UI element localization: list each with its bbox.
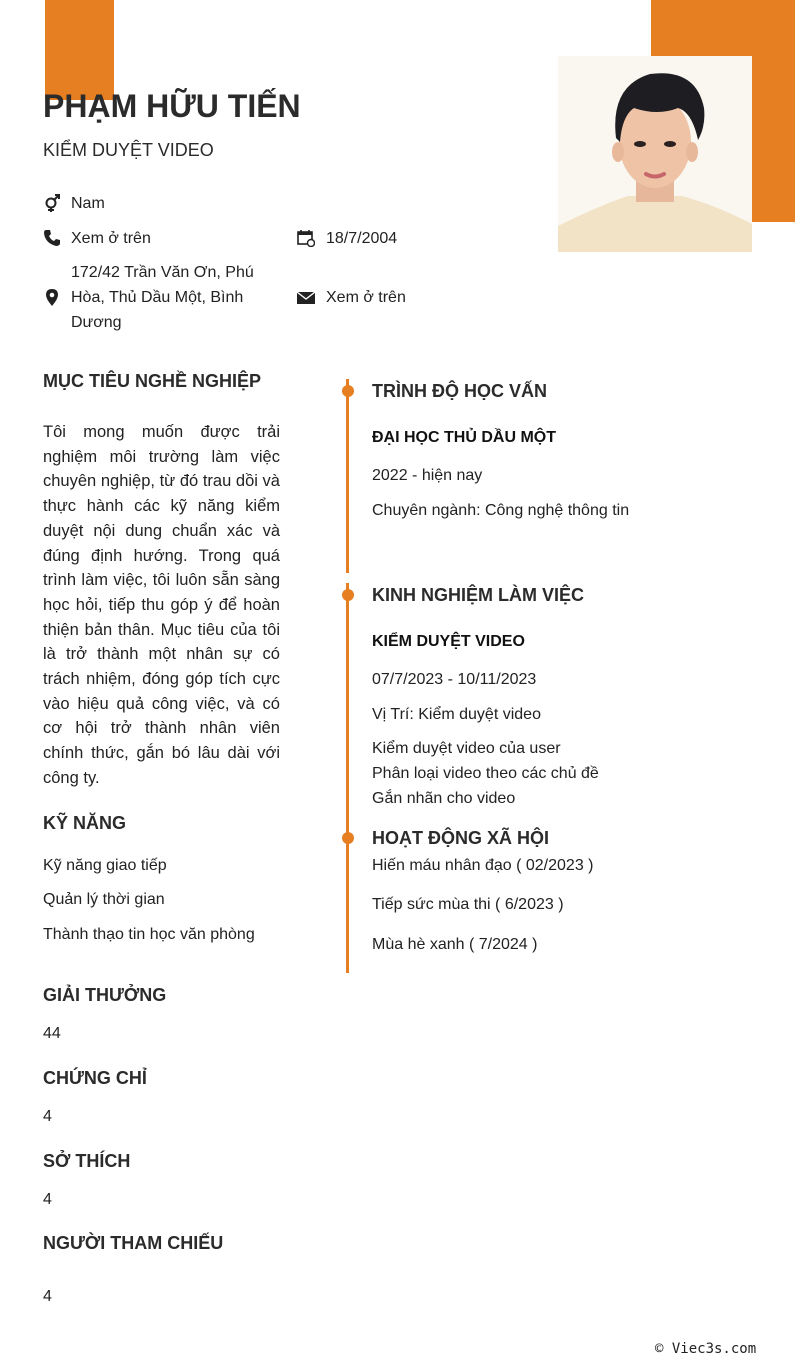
experience-job-title: KIỂM DUYỆT VIDEO xyxy=(372,633,525,650)
education-school: ĐẠI HỌC THỦ DẦU MỘT xyxy=(372,429,556,446)
footer-copyright: © Viec3s.com xyxy=(655,1341,757,1357)
candidate-role: KIỂM DUYỆT VIDEO xyxy=(43,140,214,160)
experience-period: 07/7/2023 - 10/11/2023 xyxy=(372,671,537,688)
candidate-name: PHẠM HỮU TIẾN xyxy=(43,88,301,124)
certificates-value: 4 xyxy=(43,1108,52,1125)
experience-task: Phân loại video theo các chủ đề xyxy=(372,765,599,782)
hobbies-value: 4 xyxy=(43,1191,52,1208)
experience-title: KINH NGHIỆM LÀM VIỆC xyxy=(372,585,585,605)
phone-value: Xem ở trên xyxy=(71,230,151,247)
skill-item: Kỹ năng giao tiếp xyxy=(43,857,167,874)
activity-item: Hiến máu nhân đạo ( 02/2023 ) xyxy=(372,857,594,874)
calendar-icon xyxy=(297,229,315,252)
gender-value: Nam xyxy=(71,195,105,212)
timeline-dot xyxy=(342,385,354,397)
experience-task: Kiểm duyệt video của user xyxy=(372,740,561,757)
timeline-line-experience xyxy=(346,583,349,973)
gender-icon xyxy=(43,194,61,217)
education-title: TRÌNH ĐỘ HỌC VẤN xyxy=(372,381,547,401)
phone-icon xyxy=(43,229,61,252)
timeline-line-education xyxy=(346,379,349,573)
experience-task: Gắn nhãn cho video xyxy=(372,790,516,807)
experience-position: Vị Trí: Kiểm duyệt video xyxy=(372,706,541,723)
skill-item: Quản lý thời gian xyxy=(43,891,165,908)
awards-title: GIẢI THƯỞNG xyxy=(43,985,167,1005)
accent-block-left xyxy=(45,0,114,100)
profile-photo xyxy=(558,56,752,252)
email-value: Xem ở trên xyxy=(326,289,406,306)
location-pin-icon xyxy=(43,288,61,311)
profile-photo-illustration xyxy=(558,56,752,252)
activity-item: Mùa hè xanh ( 7/2024 ) xyxy=(372,936,538,953)
education-major: Chuyên ngành: Công nghệ thông tin xyxy=(372,502,630,519)
education-period: 2022 - hiện nay xyxy=(372,467,483,484)
objective-text: Tôi mong muốn được trải nghiệm môi trường làm việc chuyên nghiệp, từ đó trau dồi và thực hành các kỹ năng kiểm duyệt nội dung chuẩn xác và đúng định hướng. Trong quá trình làm việc, tôi luôn sẵn sàng học hỏi, tiếp thu góp ý để hoàn thiện bản thân. Mục tiêu của tôi là trở thành một nhân sự có trách nhiệm, đóng góp tích cực vào hiệu quả công việc, và có cơ hội trở thành nhân viên chính thức, gắn bó lâu dài với công ty. xyxy=(43,423,280,787)
awards-value: 44 xyxy=(43,1025,61,1042)
activities-title: HOẠT ĐỘNG XÃ HỘI xyxy=(372,828,550,848)
references-value: 4 xyxy=(43,1288,52,1305)
address-value: 172/42 Trần Văn Ơn, Phú Hòa, Thủ Dầu Một, Bình Dương xyxy=(71,264,254,331)
activity-item: Tiếp sức mùa thi ( 6/2023 ) xyxy=(372,896,564,913)
skills-title: KỸ NĂNG xyxy=(43,813,127,833)
envelope-icon xyxy=(297,289,315,312)
certificates-title: CHỨNG CHỈ xyxy=(43,1068,147,1088)
timeline-dot xyxy=(342,832,354,844)
birthday-value: 18/7/2004 xyxy=(326,230,398,247)
references-title: NGƯỜI THAM CHIẾU xyxy=(43,1233,224,1253)
timeline-dot xyxy=(342,589,354,601)
skill-item: Thành thạo tin học văn phòng xyxy=(43,926,255,943)
hobbies-title: SỞ THÍCH xyxy=(43,1151,131,1171)
objective-title: MỤC TIÊU NGHỀ NGHIỆP xyxy=(43,371,262,391)
